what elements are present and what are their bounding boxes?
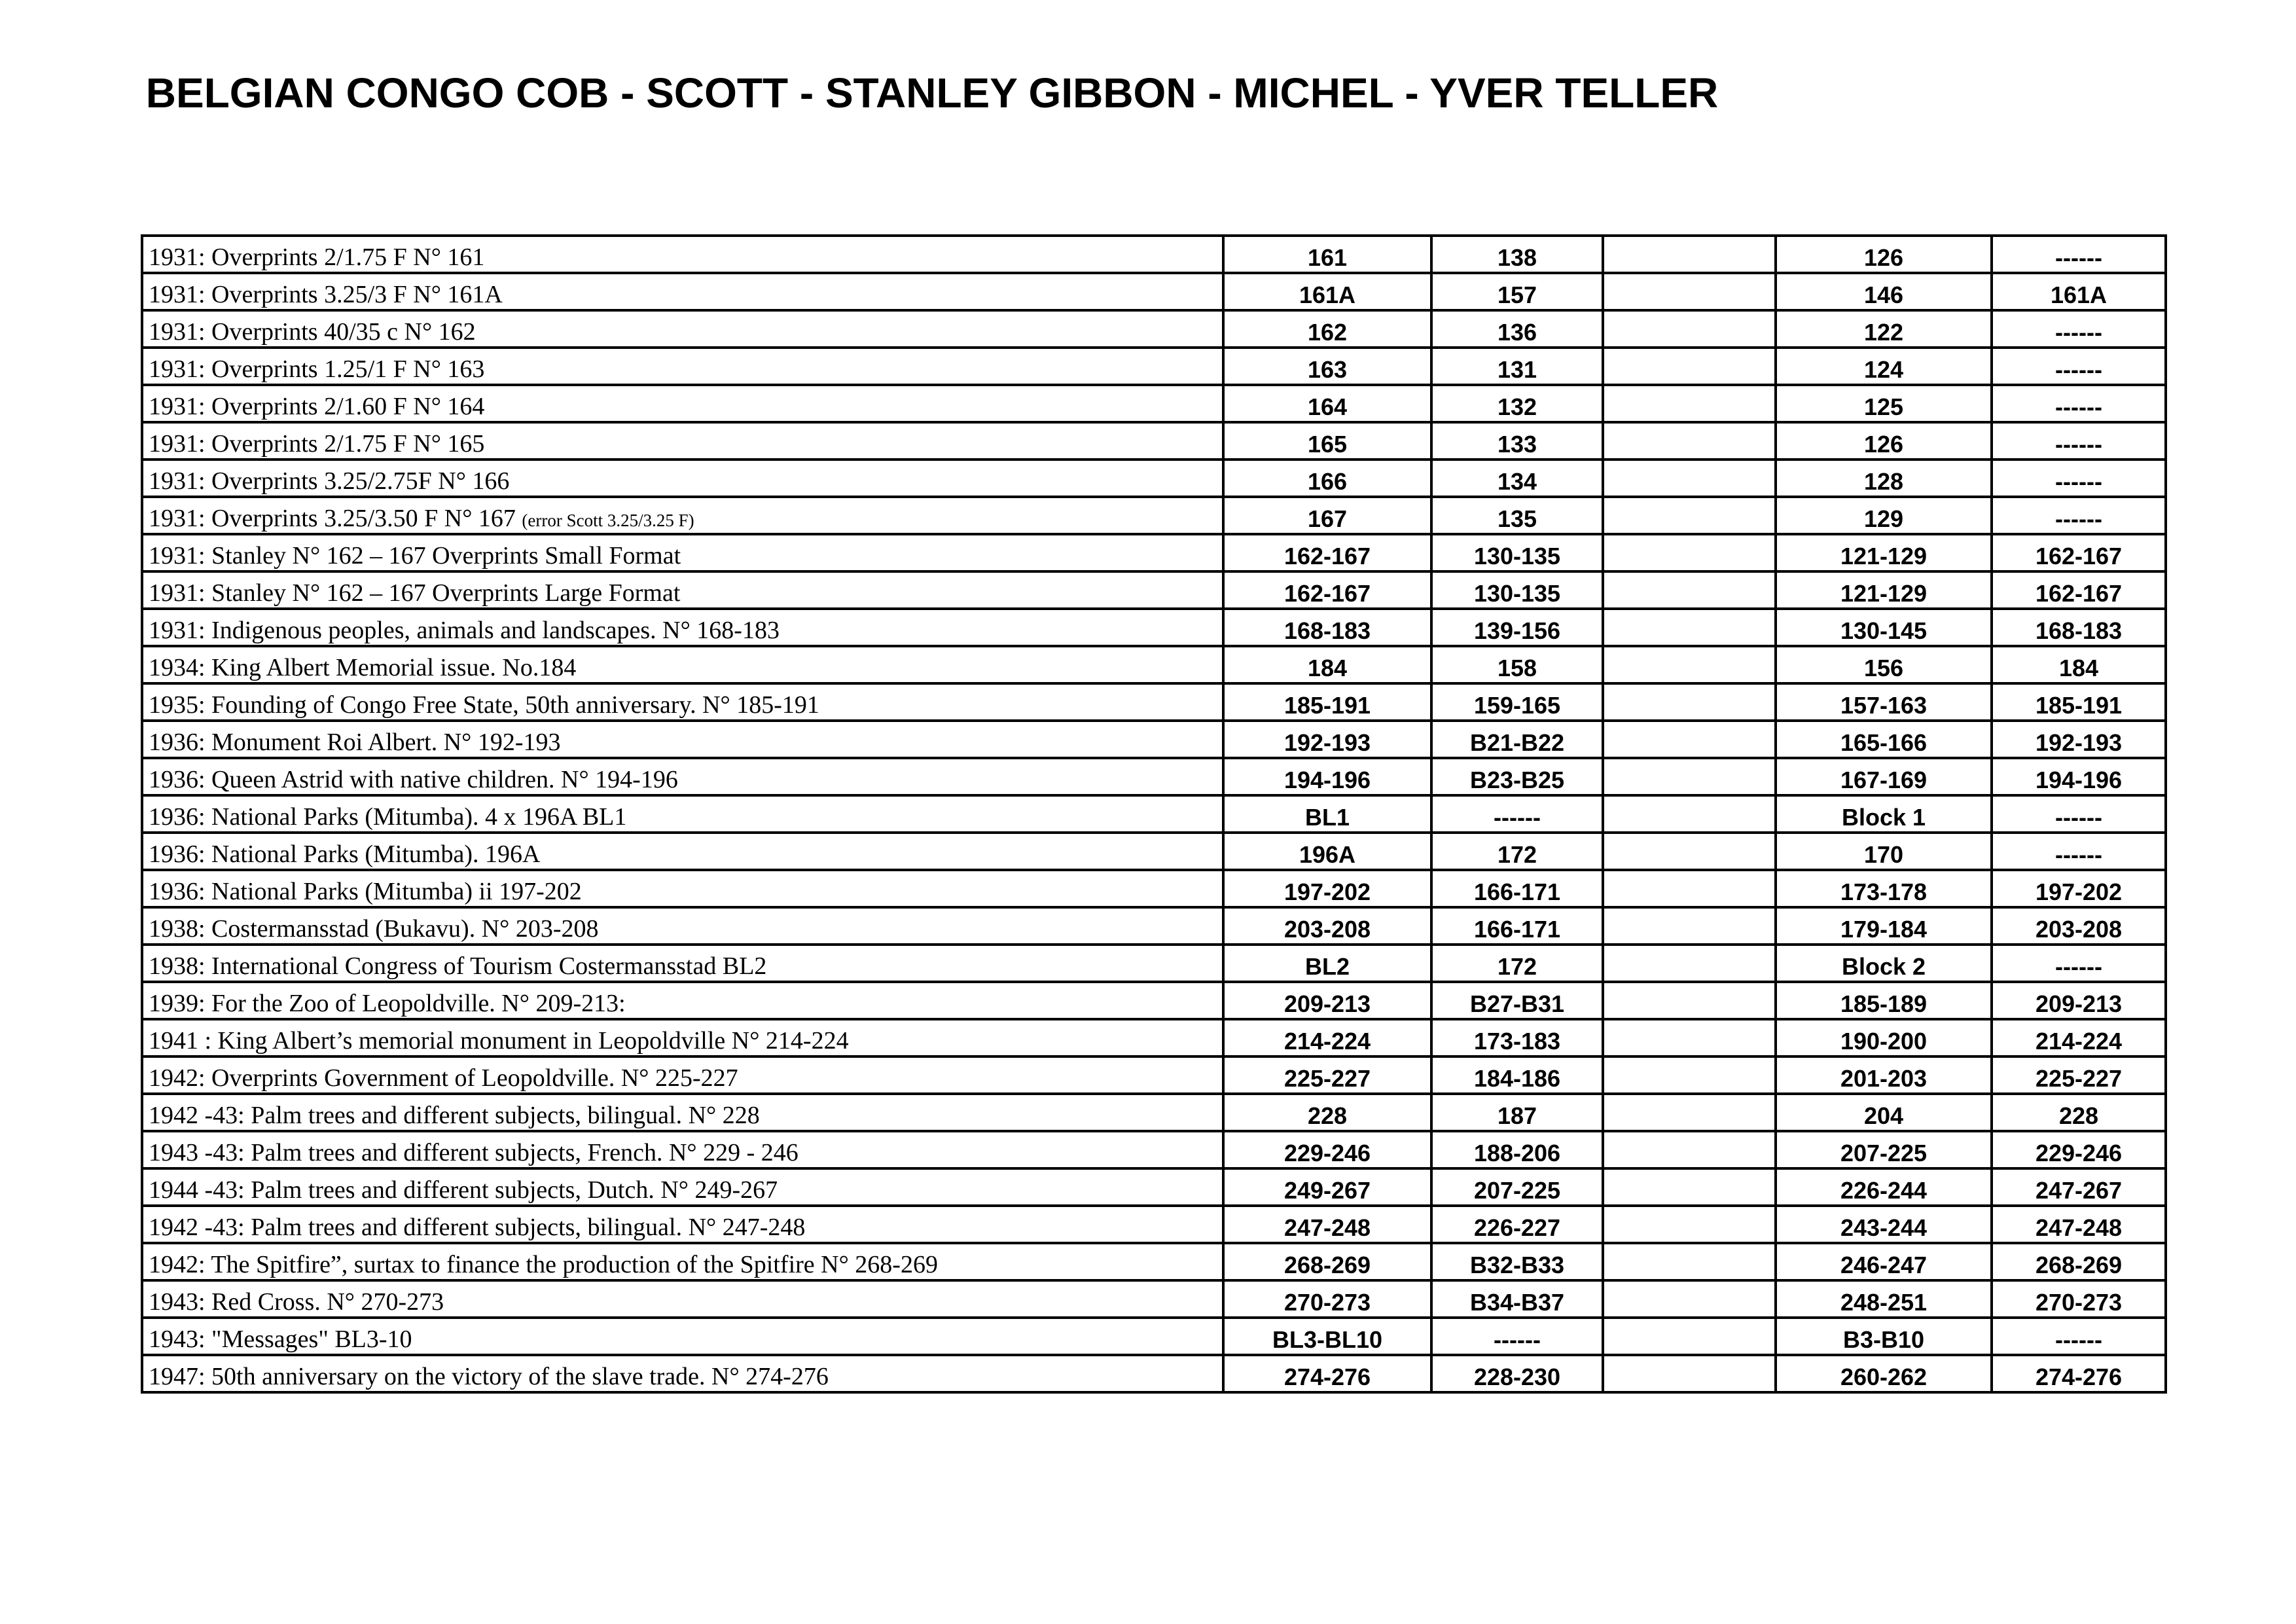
table-row — [142, 422, 2166, 460]
issue-description-text: 1931: Overprints 40/35 c N° 162 — [149, 318, 476, 346]
table-row — [142, 646, 2166, 683]
table-row — [142, 1243, 2166, 1280]
issue-description — [142, 1131, 1223, 1168]
table-row — [142, 721, 2166, 758]
cob-number: BL3-BL10 — [1223, 1318, 1431, 1355]
issue-description — [142, 609, 1223, 646]
issue-description-text: 1931: Overprints 3.25/2.75F N° 166 — [149, 467, 510, 495]
yt-number: 247-248 — [1992, 1206, 2166, 1243]
cob-number: 274-276 — [1223, 1355, 1431, 1392]
table-row — [142, 1168, 2166, 1206]
issue-description — [142, 236, 1223, 273]
table-row — [142, 945, 2166, 982]
sg-number — [1603, 1355, 1776, 1392]
issue-description-text: 1934: King Albert Memorial issue. No.184 — [149, 654, 577, 681]
michel-number: 156 — [1776, 646, 1992, 683]
issue-description-text: 1931: Stanley N° 162 – 167 Overprints Small Format — [149, 542, 681, 569]
scott-number: 130-135 — [1431, 534, 1603, 571]
issue-description-text: 1938: International Congress of Tourism Costermansstad BL2 — [149, 952, 767, 980]
issue-description-text: 1931: Overprints 3.25/3 F N° 161A — [149, 281, 503, 308]
yt-number: 192-193 — [1992, 721, 2166, 758]
issue-description-text: 1931: Overprints 2/1.75 F N° 161 — [149, 244, 485, 271]
cob-number: BL2 — [1223, 945, 1431, 982]
michel-number: 126 — [1776, 236, 1992, 273]
issue-description-text: 1938: Costermansstad (Bukavu). N° 203-208 — [149, 915, 599, 943]
issue-description — [142, 310, 1223, 348]
scott-number: 172 — [1431, 833, 1603, 870]
sg-number — [1603, 497, 1776, 534]
issue-description — [142, 1243, 1223, 1280]
yt-number: 162-167 — [1992, 571, 2166, 609]
issue-description-text: 1942: The Spitfire”, surtax to finance the production of the Spitfire N° 268-269 — [149, 1251, 938, 1278]
issue-description-text: 1943 -43: Palm trees and different subjects, French. N° 229 - 246 — [149, 1139, 798, 1166]
michel-number: 124 — [1776, 348, 1992, 385]
table-row — [142, 907, 2166, 945]
issue-description — [142, 1094, 1223, 1131]
cob-number: 162 — [1223, 310, 1431, 348]
michel-number: Block 2 — [1776, 945, 1992, 982]
cob-number: 185-191 — [1223, 683, 1431, 721]
yt-number: 168-183 — [1992, 609, 2166, 646]
sg-number — [1603, 795, 1776, 833]
scott-number: B23-B25 — [1431, 758, 1603, 795]
issue-description — [142, 1280, 1223, 1318]
table-row — [142, 982, 2166, 1019]
michel-number: 204 — [1776, 1094, 1992, 1131]
michel-number: 170 — [1776, 833, 1992, 870]
issue-description — [142, 646, 1223, 683]
sg-number — [1603, 721, 1776, 758]
cob-number: 209-213 — [1223, 982, 1431, 1019]
michel-number: B3-B10 — [1776, 1318, 1992, 1355]
table-row — [142, 348, 2166, 385]
cob-number: 168-183 — [1223, 609, 1431, 646]
cob-number: 162-167 — [1223, 571, 1431, 609]
scott-number: 138 — [1431, 236, 1603, 273]
sg-number — [1603, 945, 1776, 982]
scott-number: 158 — [1431, 646, 1603, 683]
catalog-table-body — [142, 236, 2166, 1392]
michel-number: 122 — [1776, 310, 1992, 348]
scott-number: 166-171 — [1431, 907, 1603, 945]
scott-number: 187 — [1431, 1094, 1603, 1131]
yt-number: 214-224 — [1992, 1019, 2166, 1056]
cob-number: BL1 — [1223, 795, 1431, 833]
issue-description-text: 1942: Overprints Government of Leopoldville. N° 225-227 — [149, 1064, 738, 1092]
cob-number: 166 — [1223, 460, 1431, 497]
scott-number: 172 — [1431, 945, 1603, 982]
michel-number: 260-262 — [1776, 1355, 1992, 1392]
cob-number: 228 — [1223, 1094, 1431, 1131]
issue-description-text: 1936: National Parks (Mitumba). 196A — [149, 840, 541, 868]
scott-number: B21-B22 — [1431, 721, 1603, 758]
table-row — [142, 833, 2166, 870]
yt-number: 225-227 — [1992, 1056, 2166, 1094]
issue-description-text: 1942 -43: Palm trees and different subjects, bilingual. N° 228 — [149, 1102, 760, 1129]
issue-description-text: 1931: Stanley N° 162 – 167 Overprints Large Format — [149, 579, 681, 607]
issue-description — [142, 1318, 1223, 1355]
michel-number: 243-244 — [1776, 1206, 1992, 1243]
scott-number: B27-B31 — [1431, 982, 1603, 1019]
page-title: BELGIAN CONGO COB - SCOTT - STANLEY GIBBON - MICHEL - YVER TELLER — [145, 69, 1719, 117]
issue-description-text: 1936: National Parks (Mitumba). 4 x 196A BL1 — [149, 803, 627, 831]
sg-number — [1603, 683, 1776, 721]
table-row — [142, 795, 2166, 833]
michel-number: 128 — [1776, 460, 1992, 497]
cob-number: 184 — [1223, 646, 1431, 683]
yt-number: 229-246 — [1992, 1131, 2166, 1168]
michel-number: 179-184 — [1776, 907, 1992, 945]
michel-number: 248-251 — [1776, 1280, 1992, 1318]
table-row — [142, 683, 2166, 721]
table-row — [142, 1318, 2166, 1355]
sg-number — [1603, 870, 1776, 907]
issue-description — [142, 758, 1223, 795]
sg-number — [1603, 1019, 1776, 1056]
sg-number — [1603, 907, 1776, 945]
michel-number: 167-169 — [1776, 758, 1992, 795]
michel-number: 226-244 — [1776, 1168, 1992, 1206]
issue-description-text: 1947: 50th anniversary on the victory of the slave trade. N° 274-276 — [149, 1363, 829, 1390]
sg-number — [1603, 758, 1776, 795]
issue-description — [142, 795, 1223, 833]
scott-number: ------ — [1431, 1318, 1603, 1355]
cob-number: 162-167 — [1223, 534, 1431, 571]
catalog-table — [141, 234, 2167, 1394]
yt-number: 274-276 — [1992, 1355, 2166, 1392]
yt-number: ------ — [1992, 236, 2166, 273]
sg-number — [1603, 1056, 1776, 1094]
issue-description-text: 1942 -43: Palm trees and different subjects, bilingual. N° 247-248 — [149, 1214, 806, 1241]
issue-description-text: 1943: "Messages" BL3-10 — [149, 1326, 412, 1353]
yt-number: ------ — [1992, 833, 2166, 870]
cob-number: 167 — [1223, 497, 1431, 534]
scott-number: 159-165 — [1431, 683, 1603, 721]
issue-description — [142, 945, 1223, 982]
issue-description — [142, 1355, 1223, 1392]
sg-number — [1603, 1131, 1776, 1168]
michel-number: 190-200 — [1776, 1019, 1992, 1056]
scott-number: 166-171 — [1431, 870, 1603, 907]
michel-number: 173-178 — [1776, 870, 1992, 907]
yt-number: 203-208 — [1992, 907, 2166, 945]
issue-description — [142, 833, 1223, 870]
cob-number: 268-269 — [1223, 1243, 1431, 1280]
scott-number: 131 — [1431, 348, 1603, 385]
cob-number: 194-196 — [1223, 758, 1431, 795]
sg-number — [1603, 1168, 1776, 1206]
scott-number: 188-206 — [1431, 1131, 1603, 1168]
sg-number — [1603, 1206, 1776, 1243]
table-row — [142, 1019, 2166, 1056]
michel-number: 165-166 — [1776, 721, 1992, 758]
issue-description — [142, 1019, 1223, 1056]
issue-description-text: 1931: Indigenous peoples, animals and landscapes. N° 168-183 — [149, 617, 780, 644]
issue-description-text: 1939: For the Zoo of Leopoldville. N° 209-213: — [149, 990, 626, 1017]
sg-number — [1603, 1280, 1776, 1318]
michel-number: 207-225 — [1776, 1131, 1992, 1168]
issue-description-text: 1944 -43: Palm trees and different subjects, Dutch. N° 249-267 — [149, 1176, 778, 1204]
michel-number: 121-129 — [1776, 534, 1992, 571]
table-row — [142, 758, 2166, 795]
table-row — [142, 385, 2166, 422]
issue-description-text: 1936: National Parks (Mitumba) ii 197-202 — [149, 878, 582, 905]
sg-number — [1603, 1318, 1776, 1355]
michel-number: 201-203 — [1776, 1056, 1992, 1094]
cob-number: 225-227 — [1223, 1056, 1431, 1094]
issue-description — [142, 534, 1223, 571]
sg-number — [1603, 422, 1776, 460]
scott-number: 207-225 — [1431, 1168, 1603, 1206]
sg-number — [1603, 982, 1776, 1019]
yt-number: 184 — [1992, 646, 2166, 683]
scott-number: 184-186 — [1431, 1056, 1603, 1094]
sg-number — [1603, 534, 1776, 571]
issue-description-text: 1935: Founding of Congo Free State, 50th anniversary. N° 185-191 — [149, 691, 819, 719]
yt-number: 209-213 — [1992, 982, 2166, 1019]
yt-number: 228 — [1992, 1094, 2166, 1131]
table-row — [142, 1206, 2166, 1243]
sg-number — [1603, 385, 1776, 422]
sg-number — [1603, 1243, 1776, 1280]
yt-number: ------ — [1992, 945, 2166, 982]
issue-description — [142, 571, 1223, 609]
table-row — [142, 571, 2166, 609]
cob-number: 164 — [1223, 385, 1431, 422]
scott-number: 133 — [1431, 422, 1603, 460]
scott-number: 228-230 — [1431, 1355, 1603, 1392]
yt-number: 197-202 — [1992, 870, 2166, 907]
issue-description-text: 1941 : King Albert’s memorial monument in Leopoldville N° 214-224 — [149, 1027, 849, 1055]
scott-number: 173-183 — [1431, 1019, 1603, 1056]
yt-number: 247-267 — [1992, 1168, 2166, 1206]
scott-number: 132 — [1431, 385, 1603, 422]
issue-description — [142, 460, 1223, 497]
cob-number: 161 — [1223, 236, 1431, 273]
issue-description — [142, 348, 1223, 385]
cob-number: 163 — [1223, 348, 1431, 385]
table-row — [142, 1355, 2166, 1392]
sg-number — [1603, 273, 1776, 310]
yt-number: 185-191 — [1992, 683, 2166, 721]
scott-number: 139-156 — [1431, 609, 1603, 646]
cob-number: 229-246 — [1223, 1131, 1431, 1168]
yt-number: ------ — [1992, 460, 2166, 497]
yt-number: ------ — [1992, 1318, 2166, 1355]
issue-description — [142, 497, 1223, 534]
cob-number: 247-248 — [1223, 1206, 1431, 1243]
michel-number: 121-129 — [1776, 571, 1992, 609]
table-row — [142, 1094, 2166, 1131]
issue-description — [142, 1056, 1223, 1094]
table-row — [142, 534, 2166, 571]
issue-description — [142, 982, 1223, 1019]
sg-number — [1603, 348, 1776, 385]
issue-description — [142, 721, 1223, 758]
cob-number: 270-273 — [1223, 1280, 1431, 1318]
cob-number: 196A — [1223, 833, 1431, 870]
yt-number: 270-273 — [1992, 1280, 2166, 1318]
sg-number — [1603, 833, 1776, 870]
michel-number: 246-247 — [1776, 1243, 1992, 1280]
michel-number: 157-163 — [1776, 683, 1992, 721]
issue-description — [142, 907, 1223, 945]
issue-description-text: 1931: Overprints 3.25/3.50 F N° 167 — [149, 505, 522, 532]
sg-number — [1603, 646, 1776, 683]
michel-number: Block 1 — [1776, 795, 1992, 833]
table-row — [142, 236, 2166, 273]
cob-number: 192-193 — [1223, 721, 1431, 758]
yt-number: ------ — [1992, 310, 2166, 348]
table-row — [142, 1056, 2166, 1094]
issue-description-text: 1931: Overprints 2/1.60 F N° 164 — [149, 393, 485, 420]
issue-description — [142, 683, 1223, 721]
issue-description-text: 1936: Monument Roi Albert. N° 192-193 — [149, 729, 561, 756]
scott-number: 135 — [1431, 497, 1603, 534]
issue-description-text: 1931: Overprints 1.25/1 F N° 163 — [149, 355, 485, 383]
scott-number: B32-B33 — [1431, 1243, 1603, 1280]
issue-description-text: 1931: Overprints 2/1.75 F N° 165 — [149, 430, 485, 458]
sg-number — [1603, 571, 1776, 609]
issue-description — [142, 422, 1223, 460]
scott-number: 134 — [1431, 460, 1603, 497]
table-row — [142, 310, 2166, 348]
cob-number: 165 — [1223, 422, 1431, 460]
michel-number: 125 — [1776, 385, 1992, 422]
issue-description — [142, 1206, 1223, 1243]
issue-description — [142, 273, 1223, 310]
scott-number: 130-135 — [1431, 571, 1603, 609]
issue-description-text: 1936: Queen Astrid with native children. N° 194-196 — [149, 766, 678, 793]
yt-number: 161A — [1992, 273, 2166, 310]
issue-note: (error Scott 3.25/3.25 F) — [522, 511, 694, 530]
michel-number: 129 — [1776, 497, 1992, 534]
cob-number: 203-208 — [1223, 907, 1431, 945]
scott-number: 136 — [1431, 310, 1603, 348]
cob-number: 214-224 — [1223, 1019, 1431, 1056]
sg-number — [1603, 609, 1776, 646]
table-row — [142, 497, 2166, 534]
cob-number: 249-267 — [1223, 1168, 1431, 1206]
michel-number: 130-145 — [1776, 609, 1992, 646]
sg-number — [1603, 310, 1776, 348]
issue-description-text: 1943: Red Cross. N° 270-273 — [149, 1288, 444, 1316]
table-row — [142, 609, 2166, 646]
issue-description — [142, 870, 1223, 907]
table-row — [142, 870, 2166, 907]
table-row — [142, 273, 2166, 310]
table-row — [142, 1280, 2166, 1318]
yt-number: 162-167 — [1992, 534, 2166, 571]
yt-number: 194-196 — [1992, 758, 2166, 795]
issue-description — [142, 385, 1223, 422]
scott-number: 157 — [1431, 273, 1603, 310]
scott-number: B34-B37 — [1431, 1280, 1603, 1318]
yt-number: ------ — [1992, 795, 2166, 833]
yt-number: ------ — [1992, 422, 2166, 460]
michel-number: 126 — [1776, 422, 1992, 460]
table-row — [142, 1131, 2166, 1168]
sg-number — [1603, 236, 1776, 273]
issue-description — [142, 1168, 1223, 1206]
yt-number: ------ — [1992, 385, 2166, 422]
sg-number — [1603, 460, 1776, 497]
michel-number: 146 — [1776, 273, 1992, 310]
scott-number: 226-227 — [1431, 1206, 1603, 1243]
yt-number: 268-269 — [1992, 1243, 2166, 1280]
yt-number: ------ — [1992, 348, 2166, 385]
table-row — [142, 460, 2166, 497]
sg-number — [1603, 1094, 1776, 1131]
cob-number: 197-202 — [1223, 870, 1431, 907]
yt-number: ------ — [1992, 497, 2166, 534]
cob-number: 161A — [1223, 273, 1431, 310]
michel-number: 185-189 — [1776, 982, 1992, 1019]
scott-number: ------ — [1431, 795, 1603, 833]
